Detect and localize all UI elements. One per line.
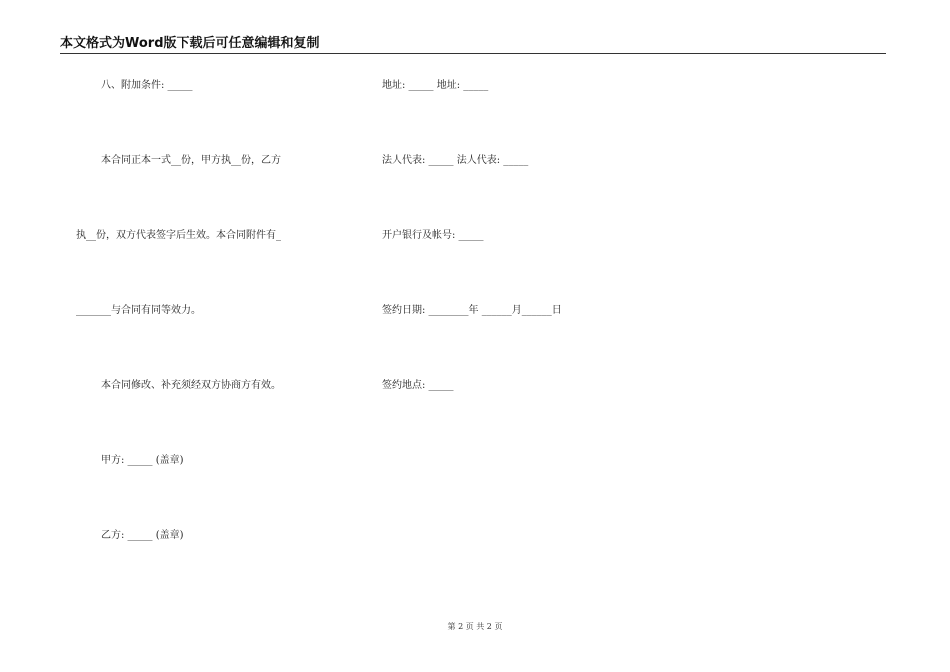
clause-amendment: 本合同修改、补充须经双方协商方有效。 bbox=[101, 380, 281, 391]
address-field: 地址: _____ 地址: _____ bbox=[382, 80, 489, 91]
party-b-seal: 乙方: _____ (盖章) bbox=[101, 530, 184, 541]
party-a-seal: 甲方: _____ (盖章) bbox=[101, 455, 184, 466]
bank-account-field: 开户银行及帐号: _____ bbox=[382, 230, 484, 241]
page-header: 本文格式为Word版下载后可任意编辑和复制 bbox=[60, 34, 886, 54]
page-number: 第 2 页 共 2 页 bbox=[447, 622, 503, 631]
signing-place-field: 签约地点: _____ bbox=[382, 380, 454, 391]
clause-additional-conditions: 八、附加条件: _____ bbox=[101, 80, 193, 91]
clause-copies-line-1: 本合同正本一式__份，甲方执__份，乙方 bbox=[101, 155, 281, 166]
legal-representative-field: 法人代表: _____ 法人代表: _____ bbox=[382, 155, 529, 166]
signing-date-field: 签约日期: ________年 ______月______日 bbox=[382, 305, 562, 316]
clause-copies-line-2: 执__份，双方代表签字后生效。本合同附件有_ bbox=[76, 230, 281, 241]
clause-copies-line-3: _______与合同有同等效力。 bbox=[76, 305, 201, 316]
